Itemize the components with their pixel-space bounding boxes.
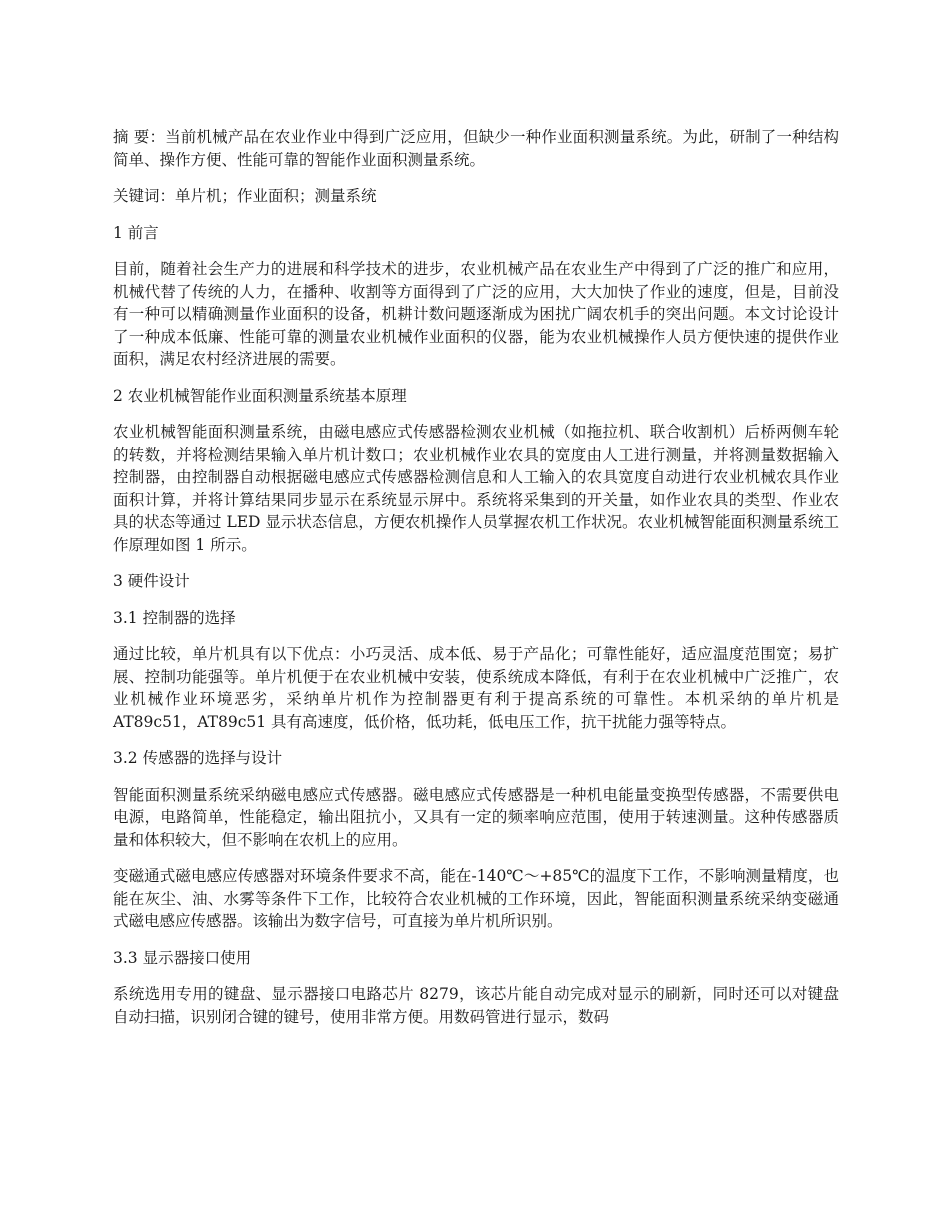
sensor-paragraph-2: 变磁通式磁电感应传感器对环境条件要求不高，能在-140℃～+85℃的温度下工作，不影响测量精度，也能在灰尘、油、水雾等条件下工作，比较符合农业机械的工作环境，因此，智能面积测量系统采纳变磁通式磁电感应传感器。该输出为数字信号，可直接为单片机所识别。 <box>113 867 839 930</box>
section-heading-controller: 3.1 控制器的选择 <box>113 608 236 627</box>
abstract-paragraph: 摘 要：当前机械产品在农业作业中得到广泛应用，但缺少一种作业面积测量系统。为此，研制了一种结构简单、操作方便、性能可靠的智能作业面积测量系统。 <box>113 128 839 169</box>
document-body <box>113 126 839 1042</box>
section-heading-hardware: 3 硬件设计 <box>113 572 190 590</box>
intro-paragraph: 目前，随着社会生产力的进展和科学技术的进步，农业机械产品在农业生产中得到了广泛的推广和应用，机械代替了传统的人力，在播种、收割等方面得到了广泛的应用，大大加快了作业的速度，但是，目前没有一种可以精确测量作业面积的设备，机耕计数问题逐渐成为困扰广阔农机手的突出问题。本文讨论设计了一种成本低廉、性能可靠的测量农业机械作业面积的仪器，能为农业机械操作人员方便快速的提供作业面积，满足农村经济进展的需要。 <box>113 260 839 368</box>
sensor-paragraph-1: 智能面积测量系统采纳磁电感应式传感器。磁电感应式传感器是一种机电能量变换型传感器，不需要供电电源，电路简单，性能稳定，输出阻抗小，又具有一定的频率响应范围，使用于转速测量。这种传感器质量和体积较大，但不影响在农机上的应用。 <box>113 785 839 849</box>
section-heading-sensor: 3.2 传感器的选择与设计 <box>113 749 283 767</box>
section-heading-intro: 1 前言 <box>113 223 159 242</box>
keywords-line: 关键词：单片机；作业面积；测量系统 <box>113 187 377 205</box>
display-paragraph: 系统选用专用的键盘、显示器接口电路芯片 8279，该芯片能自动完成对显示的刷新，同时还可以对键盘自动扫描，识别闭合键的键号，使用非常方便。用数码管进行显示，数码 <box>113 985 839 1026</box>
principle-paragraph: 农业机械智能面积测量系统，由磁电感应式传感器检测农业机械（如拖拉机、联合收割机）后桥两侧车轮的转数，并将检测结果输入单片机计数口；农业机械作业农具的宽度由人工进行测量，并将测量数据输入控制器，由控制器自动根据磁电感应式传感器检测信息和人工输入的农具宽度自动进行农业机械农具作业面积计算，并将计算结果同步显示在系统显示屏中。系统将采集到的开关量，如作业农具的类型、作业农具的状态等通过 LED 显示状态信息，方便农机操作人员掌握农机工作状况。农业机械智能面积测量系统工作原理如图 1 所示。 <box>113 423 839 554</box>
section-heading-display: 3.3 显示器接口使用 <box>113 948 252 967</box>
controller-paragraph: 通过比较，单片机具有以下优点：小巧灵活、成本低、易于产品化；可靠性能好，适应温度范围宽；易扩展、控制功能强等。单片机便于在农业机械中安装，使系统成本降低，有利于在农业机械中广泛推广，农业机械作业环境恶劣，采纳单片机作为控制器更有利于提高系统的可靠性。本机采纳的单片机是 AT89c51，AT89c51 具有高速度，低价格，低功耗，低电压工作，抗干扰能力强等特点。 <box>113 645 839 731</box>
section-heading-principle: 2 农业机械智能作业面积测量系统基本原理 <box>113 386 407 405</box>
